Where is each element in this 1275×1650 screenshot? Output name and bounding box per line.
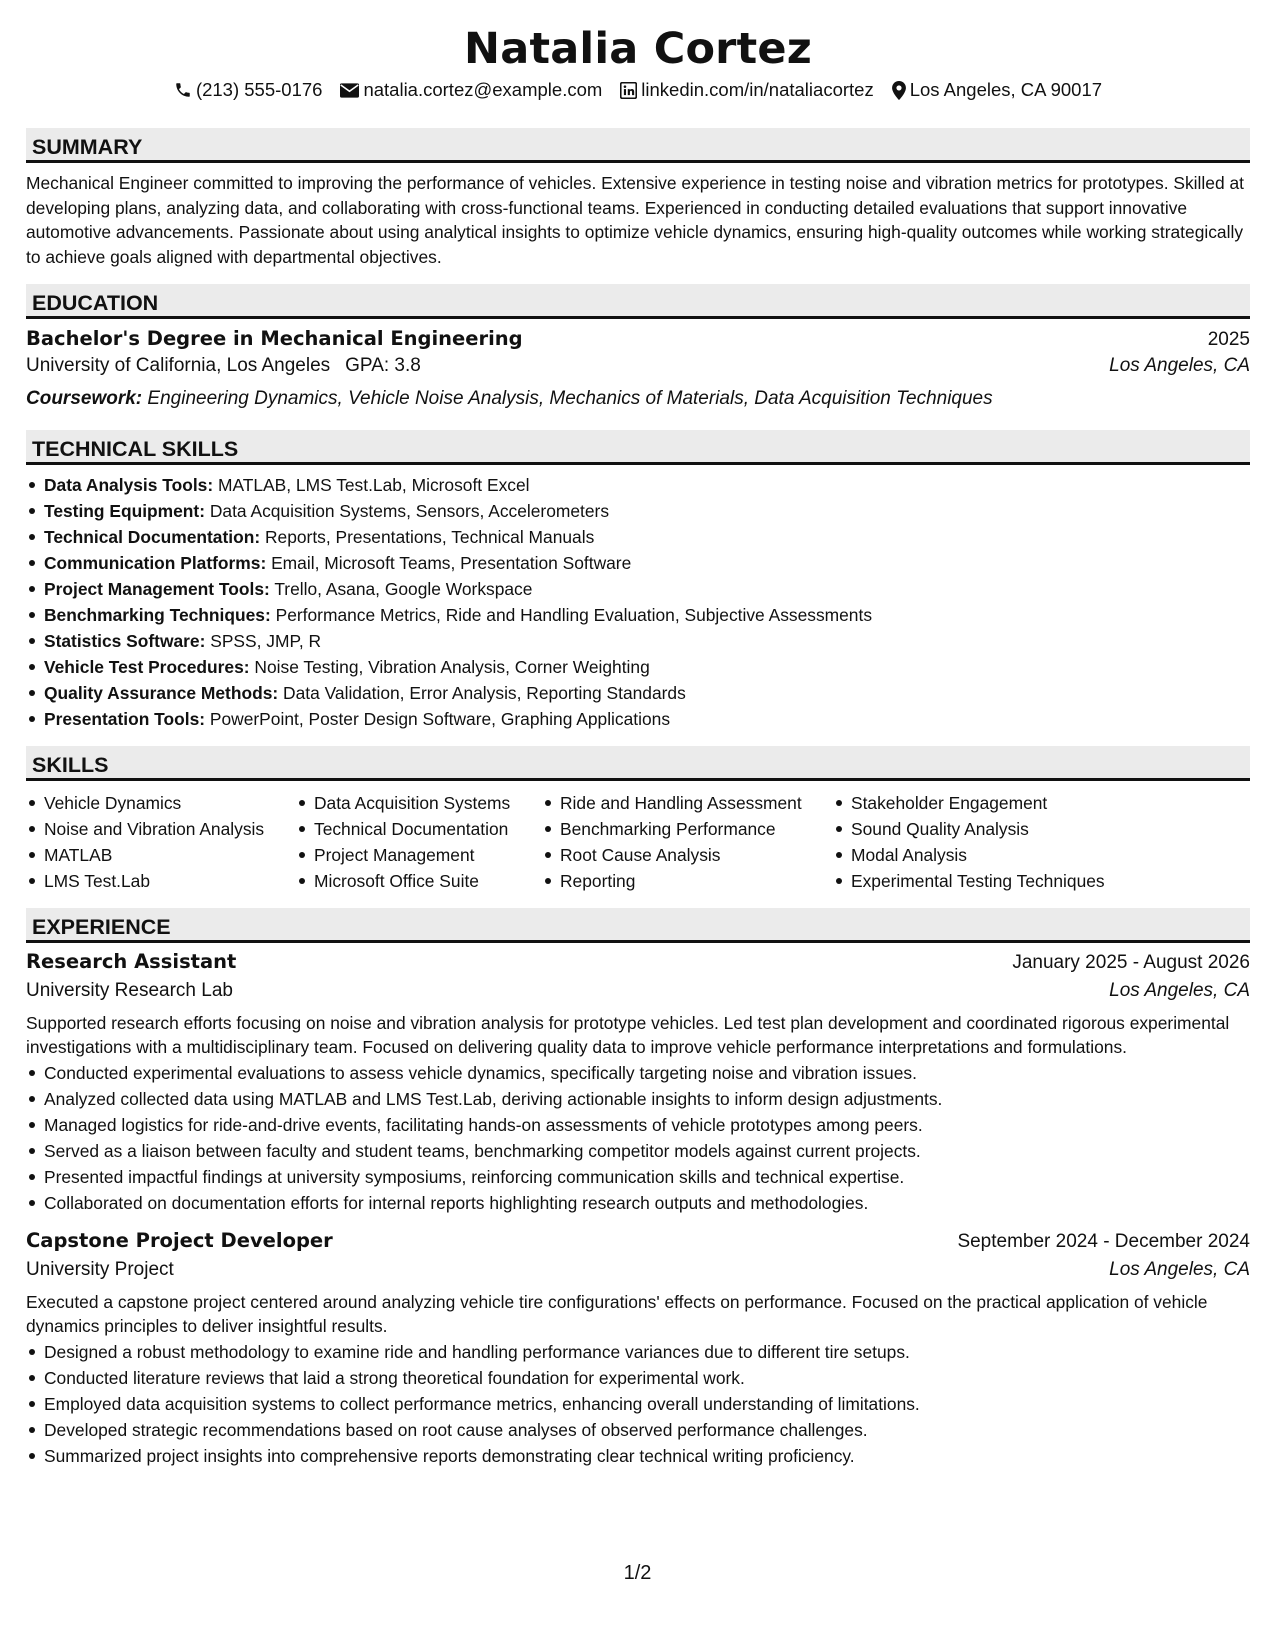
job-entry xyxy=(26,1229,1250,1469)
technical-skill-label: Vehicle Test Procedures: xyxy=(44,657,250,677)
job-organization: University Research Lab xyxy=(26,980,233,1001)
linkedin-icon xyxy=(620,82,637,99)
technical-skill-value: SPSS, JMP, R xyxy=(210,631,322,651)
skill-item: Microsoft Office Suite xyxy=(314,868,560,894)
summary-text: Mechanical Engineer committed to improving the performance of vehicles. Extensive experience in testing noise and vibration metrics for prototypes. Skilled at developing plans, analyzing data, and collaborating with cross-functional teams. Experienced in conducting detailed evaluations that support innovative automotive advancements. Passionate about using analytical insights to optimize vehicle dynamics, ensuring high-quality outcomes while working strategically to achieve goals aligned with departmental objectives. xyxy=(26,173,1244,267)
job-entry xyxy=(26,950,1250,1216)
skills-column xyxy=(560,790,851,894)
technical-skill-item xyxy=(44,602,1250,628)
gpa: GPA: 3.8 xyxy=(345,355,421,376)
contact-linkedin[interactable] xyxy=(620,79,873,101)
job-bullet: Conducted experimental evaluations to assess vehicle dynamics, specifically targeting noise and vibration issues. xyxy=(44,1060,1250,1086)
skill-item: LMS Test.Lab xyxy=(44,868,314,894)
skill-item: Modal Analysis xyxy=(851,842,1211,868)
technical-skill-label: Statistics Software: xyxy=(44,631,206,651)
coursework-list: Engineering Dynamics, Vehicle Noise Analysis, Mechanics of Materials, Data Acquisition Techniques xyxy=(147,388,993,409)
job-location: Los Angeles, CA xyxy=(1109,1259,1250,1280)
technical-skill-item xyxy=(44,498,1250,524)
skill-item: Stakeholder Engagement xyxy=(851,790,1211,816)
map-pin-icon xyxy=(892,81,906,100)
skill-item: Noise and Vibration Analysis xyxy=(44,816,314,842)
job-description: Executed a capstone project centered around analyzing vehicle tire configurations' effects on performance. Focused on the practical application of vehicle dynamics principles to deliver insightful results. xyxy=(26,1292,1208,1336)
job-bullets xyxy=(26,1060,1250,1216)
coursework-line xyxy=(26,384,1250,414)
email-text: natalia.cortez@example.com xyxy=(363,79,603,100)
skills-column xyxy=(851,790,1211,894)
job-bullet: Conducted literature reviews that laid a strong theoretical foundation for experimental work. xyxy=(44,1365,1250,1391)
job-title-row xyxy=(26,950,1250,980)
technical-skill-item xyxy=(44,680,1250,706)
technical-skill-label: Data Analysis Tools: xyxy=(44,475,214,495)
technical-skill-value: PowerPoint, Poster Design Software, Graphing Applications xyxy=(209,709,671,729)
technical-skill-item xyxy=(44,472,1250,498)
job-title-row xyxy=(26,1229,1250,1259)
education-heading: EDUCATION xyxy=(26,284,1250,319)
job-title: Capstone Project Developer xyxy=(26,1229,333,1252)
job-org-row xyxy=(26,1259,1250,1290)
skills-grid xyxy=(26,790,1250,894)
phone-text: (213) 555-0176 xyxy=(195,79,323,100)
technical-skill-label: Quality Assurance Methods: xyxy=(44,683,279,703)
skill-item: Benchmarking Performance xyxy=(560,816,851,842)
skill-item: Reporting xyxy=(560,868,851,894)
skill-item: Root Cause Analysis xyxy=(560,842,851,868)
contact-phone xyxy=(174,79,323,101)
job-location: Los Angeles, CA xyxy=(1109,980,1250,1001)
experience-list xyxy=(26,950,1250,1469)
job-description: Supported research efforts focusing on noise and vibration analysis for prototype vehicles. Led test plan development and coordinated rigorous experimental investigations with a multidisciplinary team. Focused on delivering quality data to improve vehicle performance interpretations and formulations. xyxy=(26,1013,1230,1057)
contact-location xyxy=(892,79,1102,101)
skill-item: Project Management xyxy=(314,842,560,868)
education-degree-row xyxy=(26,327,1250,355)
job-bullet: Analyzed collected data using MATLAB and LMS Test.Lab, deriving actionable insights to inform design adjustments. xyxy=(44,1086,1250,1112)
job-dates: January 2025 - August 2026 xyxy=(1012,952,1250,973)
technical-skill-label: Presentation Tools: xyxy=(44,709,206,729)
technical-skill-item xyxy=(44,524,1250,550)
technical-skill-item xyxy=(44,576,1250,602)
skill-item: Data Acquisition Systems xyxy=(314,790,560,816)
skills-column xyxy=(44,790,314,894)
skill-item: MATLAB xyxy=(44,842,314,868)
job-bullet: Designed a robust methodology to examine ride and handling performance variances due to different tire setups. xyxy=(44,1339,1250,1365)
job-bullet: Presented impactful findings at university symposiums, reinforcing communication skills and technical expertise. xyxy=(44,1164,1250,1190)
school-location: Los Angeles, CA xyxy=(1109,355,1250,376)
technical-skill-item xyxy=(44,706,1250,732)
contact-bar xyxy=(26,77,1250,103)
job-bullet: Summarized project insights into comprehensive reports demonstrating clear technical writing proficiency. xyxy=(44,1443,1250,1469)
school-name: University of California, Los Angeles xyxy=(26,355,331,376)
technical-skill-label: Benchmarking Techniques: xyxy=(44,605,271,625)
technical-skill-value: Performance Metrics, Ride and Handling Evaluation, Subjective Assessments xyxy=(275,605,873,625)
technical-skill-value: MATLAB, LMS Test.Lab, Microsoft Excel xyxy=(217,475,530,495)
job-title: Research Assistant xyxy=(26,950,237,973)
job-organization: University Project xyxy=(26,1259,174,1280)
technical-skill-value: Data Acquisition Systems, Sensors, Accelerometers xyxy=(209,501,610,521)
contact-email[interactable] xyxy=(340,79,602,101)
skill-item: Sound Quality Analysis xyxy=(851,816,1211,842)
skills-heading: SKILLS xyxy=(26,746,1250,781)
technical-skills-list xyxy=(26,472,1250,732)
technical-skills-heading: TECHNICAL SKILLS xyxy=(26,430,1250,465)
graduation-year: 2025 xyxy=(1207,329,1250,350)
skill-item: Vehicle Dynamics xyxy=(44,790,314,816)
job-bullets xyxy=(26,1339,1250,1469)
envelope-icon xyxy=(340,83,359,98)
degree-title: Bachelor's Degree in Mechanical Engineering xyxy=(26,327,523,350)
resume-page xyxy=(26,0,1250,1469)
summary-heading: SUMMARY xyxy=(26,128,1250,163)
job-bullet: Served as a liaison between faculty and student teams, benchmarking competitor models against current projects. xyxy=(44,1138,1250,1164)
coursework-label: Coursework: xyxy=(26,388,143,409)
job-org-row xyxy=(26,980,1250,1011)
skill-item: Ride and Handling Assessment xyxy=(560,790,851,816)
technical-skill-value: Data Validation, Error Analysis, Reporting Standards xyxy=(283,683,686,703)
school-block xyxy=(26,355,421,377)
linkedin-text: linkedin.com/in/nataliacortez xyxy=(641,79,874,100)
job-dates: September 2024 - December 2024 xyxy=(957,1231,1250,1252)
technical-skill-label: Project Management Tools: xyxy=(44,579,270,599)
education-school-row xyxy=(26,355,1250,384)
technical-skill-label: Technical Documentation: xyxy=(44,527,261,547)
experience-heading: EXPERIENCE xyxy=(26,908,1250,943)
technical-skill-label: Testing Equipment: xyxy=(44,501,206,521)
technical-skill-item xyxy=(44,550,1250,576)
job-bullet: Managed logistics for ride-and-drive events, facilitating hands-on assessments of vehicle prototypes among peers. xyxy=(44,1112,1250,1138)
technical-skill-label: Communication Platforms: xyxy=(44,553,267,573)
technical-skill-item xyxy=(44,654,1250,680)
technical-skill-value: Trello, Asana, Google Workspace xyxy=(274,579,533,599)
technical-skill-value: Noise Testing, Vibration Analysis, Corner Weighting xyxy=(254,657,650,677)
skill-item: Technical Documentation xyxy=(314,816,560,842)
location-text: Los Angeles, CA 90017 xyxy=(909,79,1103,100)
skill-item: Experimental Testing Techniques xyxy=(851,868,1211,894)
phone-icon xyxy=(174,81,192,99)
technical-skill-value: Email, Microsoft Teams, Presentation Software xyxy=(271,553,632,573)
job-bullet: Collaborated on documentation efforts for internal reports highlighting research outputs and methodologies. xyxy=(44,1190,1250,1216)
candidate-name: Natalia Cortez xyxy=(464,24,812,74)
technical-skill-value: Reports, Presentations, Technical Manuals xyxy=(264,527,595,547)
job-bullet: Employed data acquisition systems to collect performance metrics, enhancing overall understanding of limitations. xyxy=(44,1391,1250,1417)
technical-skill-item xyxy=(44,628,1250,654)
page-number: 1/2 xyxy=(623,1562,652,1584)
job-bullet: Developed strategic recommendations based on root cause analyses of observed performance challenges. xyxy=(44,1417,1250,1443)
skills-column xyxy=(314,790,560,894)
